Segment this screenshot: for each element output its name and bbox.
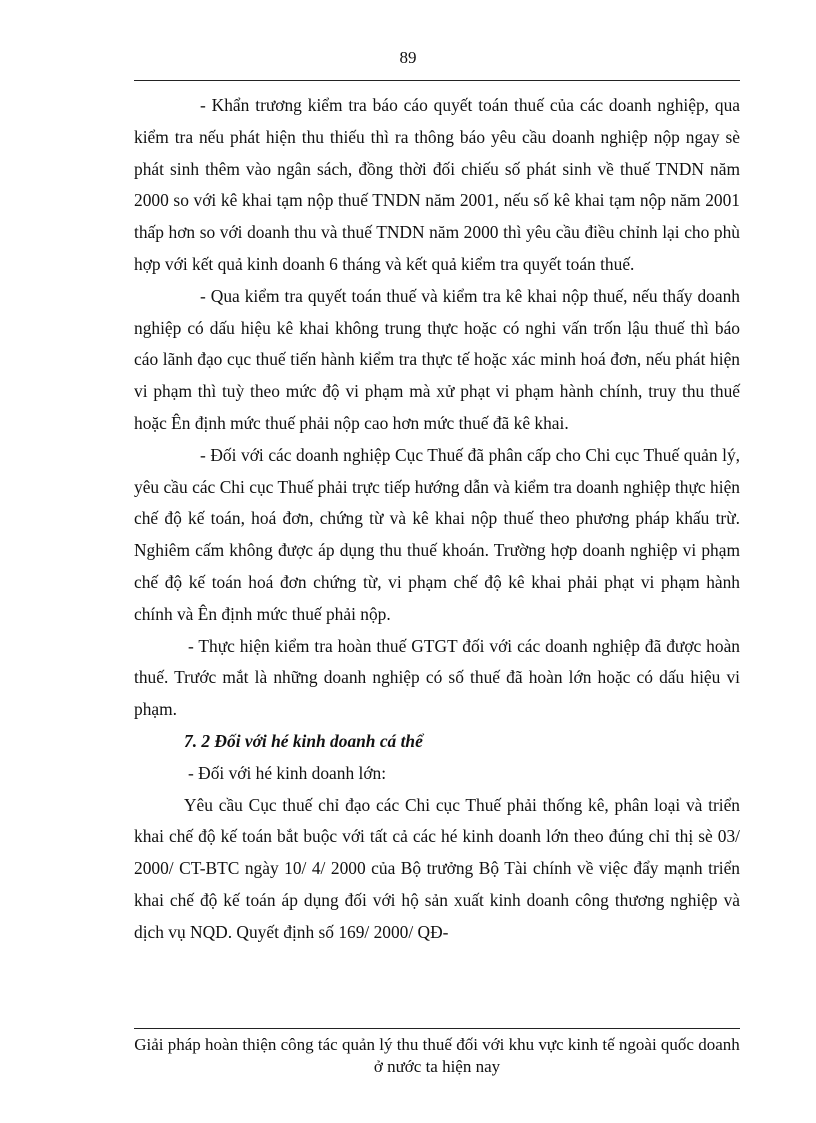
footer-rule: [134, 1028, 740, 1029]
section-heading: 7. 2 Đối với hé kinh doanh cá thể: [184, 730, 423, 751]
paragraph-requirements: Yêu cầu Cục thuế chỉ đạo các Chi cục Thuế phải thống kê, phân loại và triển khai chế độ kế toán bắt buộc với tất cả các hé kinh doanh lớn theo đúng chỉ thị sè 03/ 2000/ CT-BTC ngày 10/ 4/ 2000 của Bộ trưởng Bộ Tài chính về việc đẩy mạnh triển khai chế độ kế toán áp dụng đối với hộ sản xuất kinh doanh công thương nghiệp và dịch vụ NQD. Quyết định số 169/ 2000/ QĐ-: [134, 794, 740, 942]
paragraph-delegated-enterprises: - Đối với các doanh nghiệp Cục Thuế đã phân cấp cho Chi cục Thuế quản lý, yêu cầu các Chi cục Thuế phải trực tiếp hướng dẫn và kiểm tra doanh nghiệp thực hiện chế độ kế toán, hoá đơn, chứng từ và kê khai nộp thuế theo phương pháp khấu trừ. Nghiêm cấm không được áp dụng thu thuế khoán. Trường hợp doanh nghiệp vi phạm chế độ kế toán hoá đơn chứng từ, vi phạm chế độ kê khai phải phạt vi phạm hành chính và Ên định mức thuế phải nộp.: [134, 444, 740, 624]
page-footer: Giải pháp hoàn thiện công tác quản lý thu thuế đối với khu vực kinh tế ngoài quốc doanh ở nước ta hiện nay: [134, 1035, 740, 1076]
page-body: [134, 90, 740, 949]
subheading-large-households: - Đối với hé kinh doanh lớn:: [188, 762, 387, 783]
header-rule: [134, 80, 740, 81]
page-number: 89: [399, 48, 417, 67]
paragraph-vat-refund: - Thực hiện kiểm tra hoàn thuế GTGT đối với các doanh nghiệp đã được hoàn thuế. Trước mắt là những doanh nghiệp có số thuế đã hoàn lớn hoặc có dấu hiệu vi phạm.: [134, 635, 740, 720]
paragraph-declaration-check: - Qua kiểm tra quyết toán thuế và kiểm tra kê khai nộp thuế, nếu thấy doanh nghiệp có dấu hiệu kê khai không trung thực hoặc có nghi vấn trốn lậu thuế thì báo cáo lãnh đạo cục thuế tiến hành kiểm tra thực tế hoặc xác minh hoá đơn, nếu phát hiện vi phạm thì tuỳ theo mức độ vi phạm mà xử phạt vi phạm hành chính, truy thu thuế hoặc Ên định mức thuế phải nộp cao hơn mức thuế đã kê khai.: [134, 285, 740, 433]
paragraph-audit-settlement: - Khẩn trương kiểm tra báo cáo quyết toán thuế của các doanh nghiệp, qua kiểm tra nếu phát hiện thu thiếu thì ra thông báo yêu cầu doanh nghiệp nộp ngay sè phát sinh thêm vào ngân sách, đồng thời đối chiếu số phát sinh về thuế TNDN năm 2000 so với kê khai tạm nộp thuế TNDN năm 2001, nếu số kê khai tạm nộp năm 2001 thấp hơn so với doanh thu và thuế TNDN năm 2000 thì yêu cầu điều chỉnh lại cho phù hợp với kết quả kinh doanh 6 tháng và kết quả kiểm tra quyết toán thuế.: [134, 95, 740, 274]
